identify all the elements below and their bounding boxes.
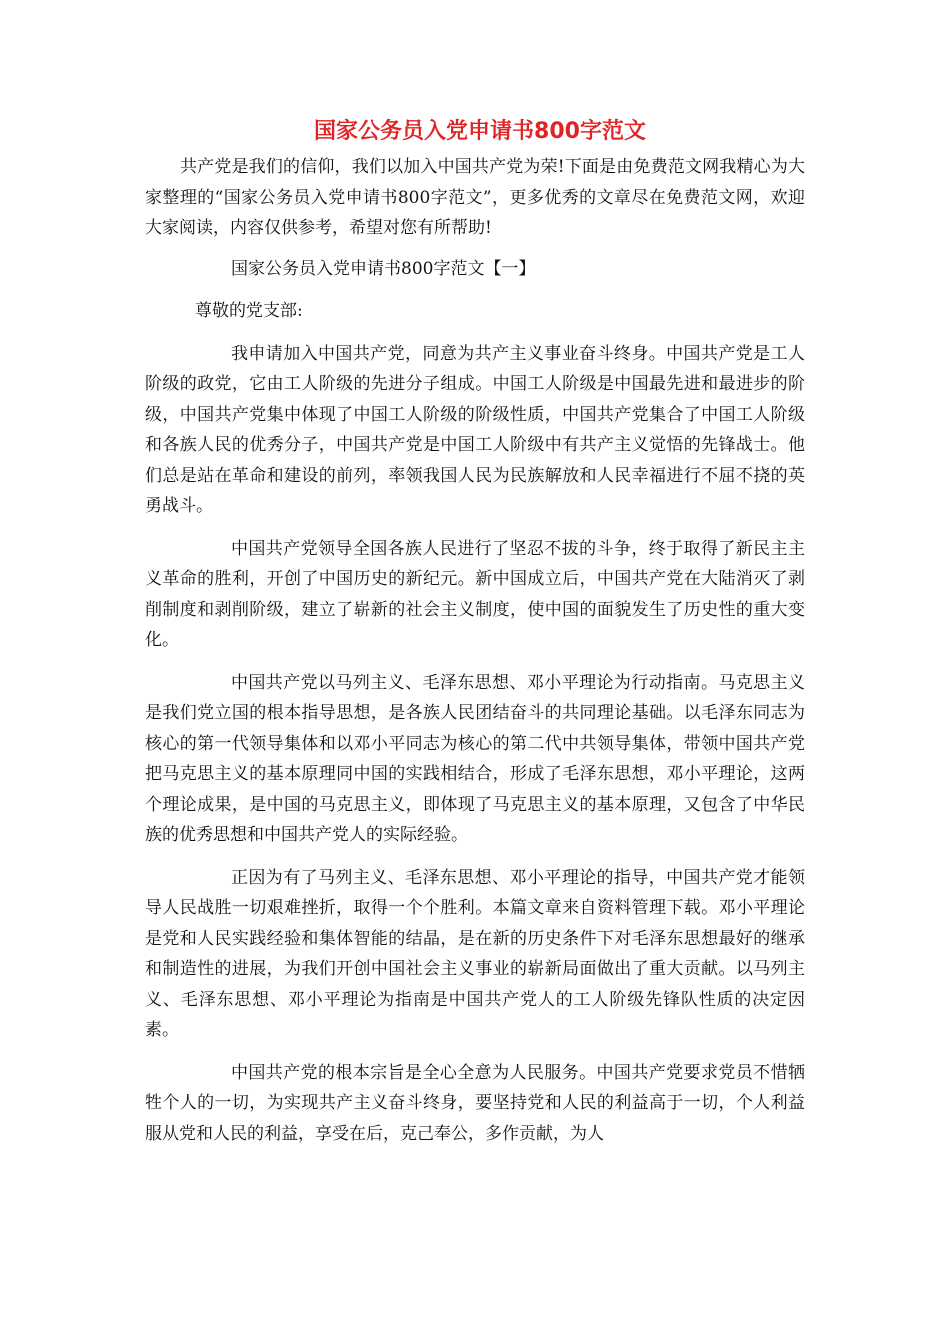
body-paragraph-1: 我申请加入中国共产党，同意为共产主义事业奋斗终身。中国共产党是工人阶级的政党，它由工人阶级的先进分子组成。中国工人阶级是中国最先进和最进步的阶级，中国共产党集中体现了中国工人阶级的阶级性质，中国共产党集合了中国工人阶级和各族人民的优秀分子，中国共产党是中国工人阶级中有共产主义觉悟的先锋战士。他们总是站在革命和建设的前列，率领我国人民为民族解放和人民幸福进行不屈不挠的英勇战斗。 [145,343,805,516]
section-subtitle: 国家公务员入党申请书800字范文【一】 [231,258,536,279]
body-paragraph-3: 中国共产党以马列主义、毛泽东思想、邓小平理论为行动指南。马克思主义是我们党立国的根本指导思想，是各族人民团结奋斗的共同理论基础。以毛泽东同志为核心的第一代领导集体和以邓小平同志为核心的第二代中共领导集体，带领中国共产党把马克思主义的基本原理同中国的实践相结合，形成了毛泽东思想，邓小平理论，这两个理论成果，是中国的马克思主义，即体现了马克思主义的基本原理，又包含了中华民族的优秀思想和中国共产党人的实际经验。 [145,672,805,845]
body-paragraph-2: 中国共产党领导全国各族人民进行了坚忍不拔的斗争，终于取得了新民主主义革命的胜利，开创了中国历史的新纪元。新中国成立后，中国共产党在大陆消灭了剥削制度和剥削阶级，建立了崭新的社会主义制度，使中国的面貌发生了历史性的重大变化。 [145,538,805,650]
body-paragraph-4: 正因为有了马列主义、毛泽东思想、邓小平理论的指导，中国共产党才能领导人民战胜一切艰难挫折，取得一个个胜利。本篇文章来自资料管理下载。邓小平理论是党和人民实践经验和集体智能的结晶，是在新的历史条件下对毛泽东思想最好的继承和制造性的进展，为我们开创中国社会主义事业的崭新局面做出了重大贡献。以马列主义、毛泽东思想、邓小平理论为指南是中国共产党人的工人阶级先锋队性质的决定因素。 [145,867,805,1040]
document-title: 国家公务员入党申请书800字范文 [314,119,646,144]
body-paragraph-5: 中国共产党的根本宗旨是全心全意为人民服务。中国共产党要求党员不惜牺牲个人的一切，为实现共产主义奋斗终身，要坚持党和人民的利益高于一切，个人利益服从党和人民的利益，享受在后，克己奉公，多作贡献，为人 [145,1062,805,1144]
document-page [145,112,805,1149]
salutation: 尊敬的党支部: [195,301,303,321]
intro-paragraph: 共产党是我们的信仰，我们以加入中国共产党为荣!下面是由免费范文网我精心为大家整理的“国家公务员入党申请书800字范文”，更多优秀的文章尽在免费范文网，欢迎大家阅读，内容仅供参考，希望对您有所帮助! [145,157,805,238]
